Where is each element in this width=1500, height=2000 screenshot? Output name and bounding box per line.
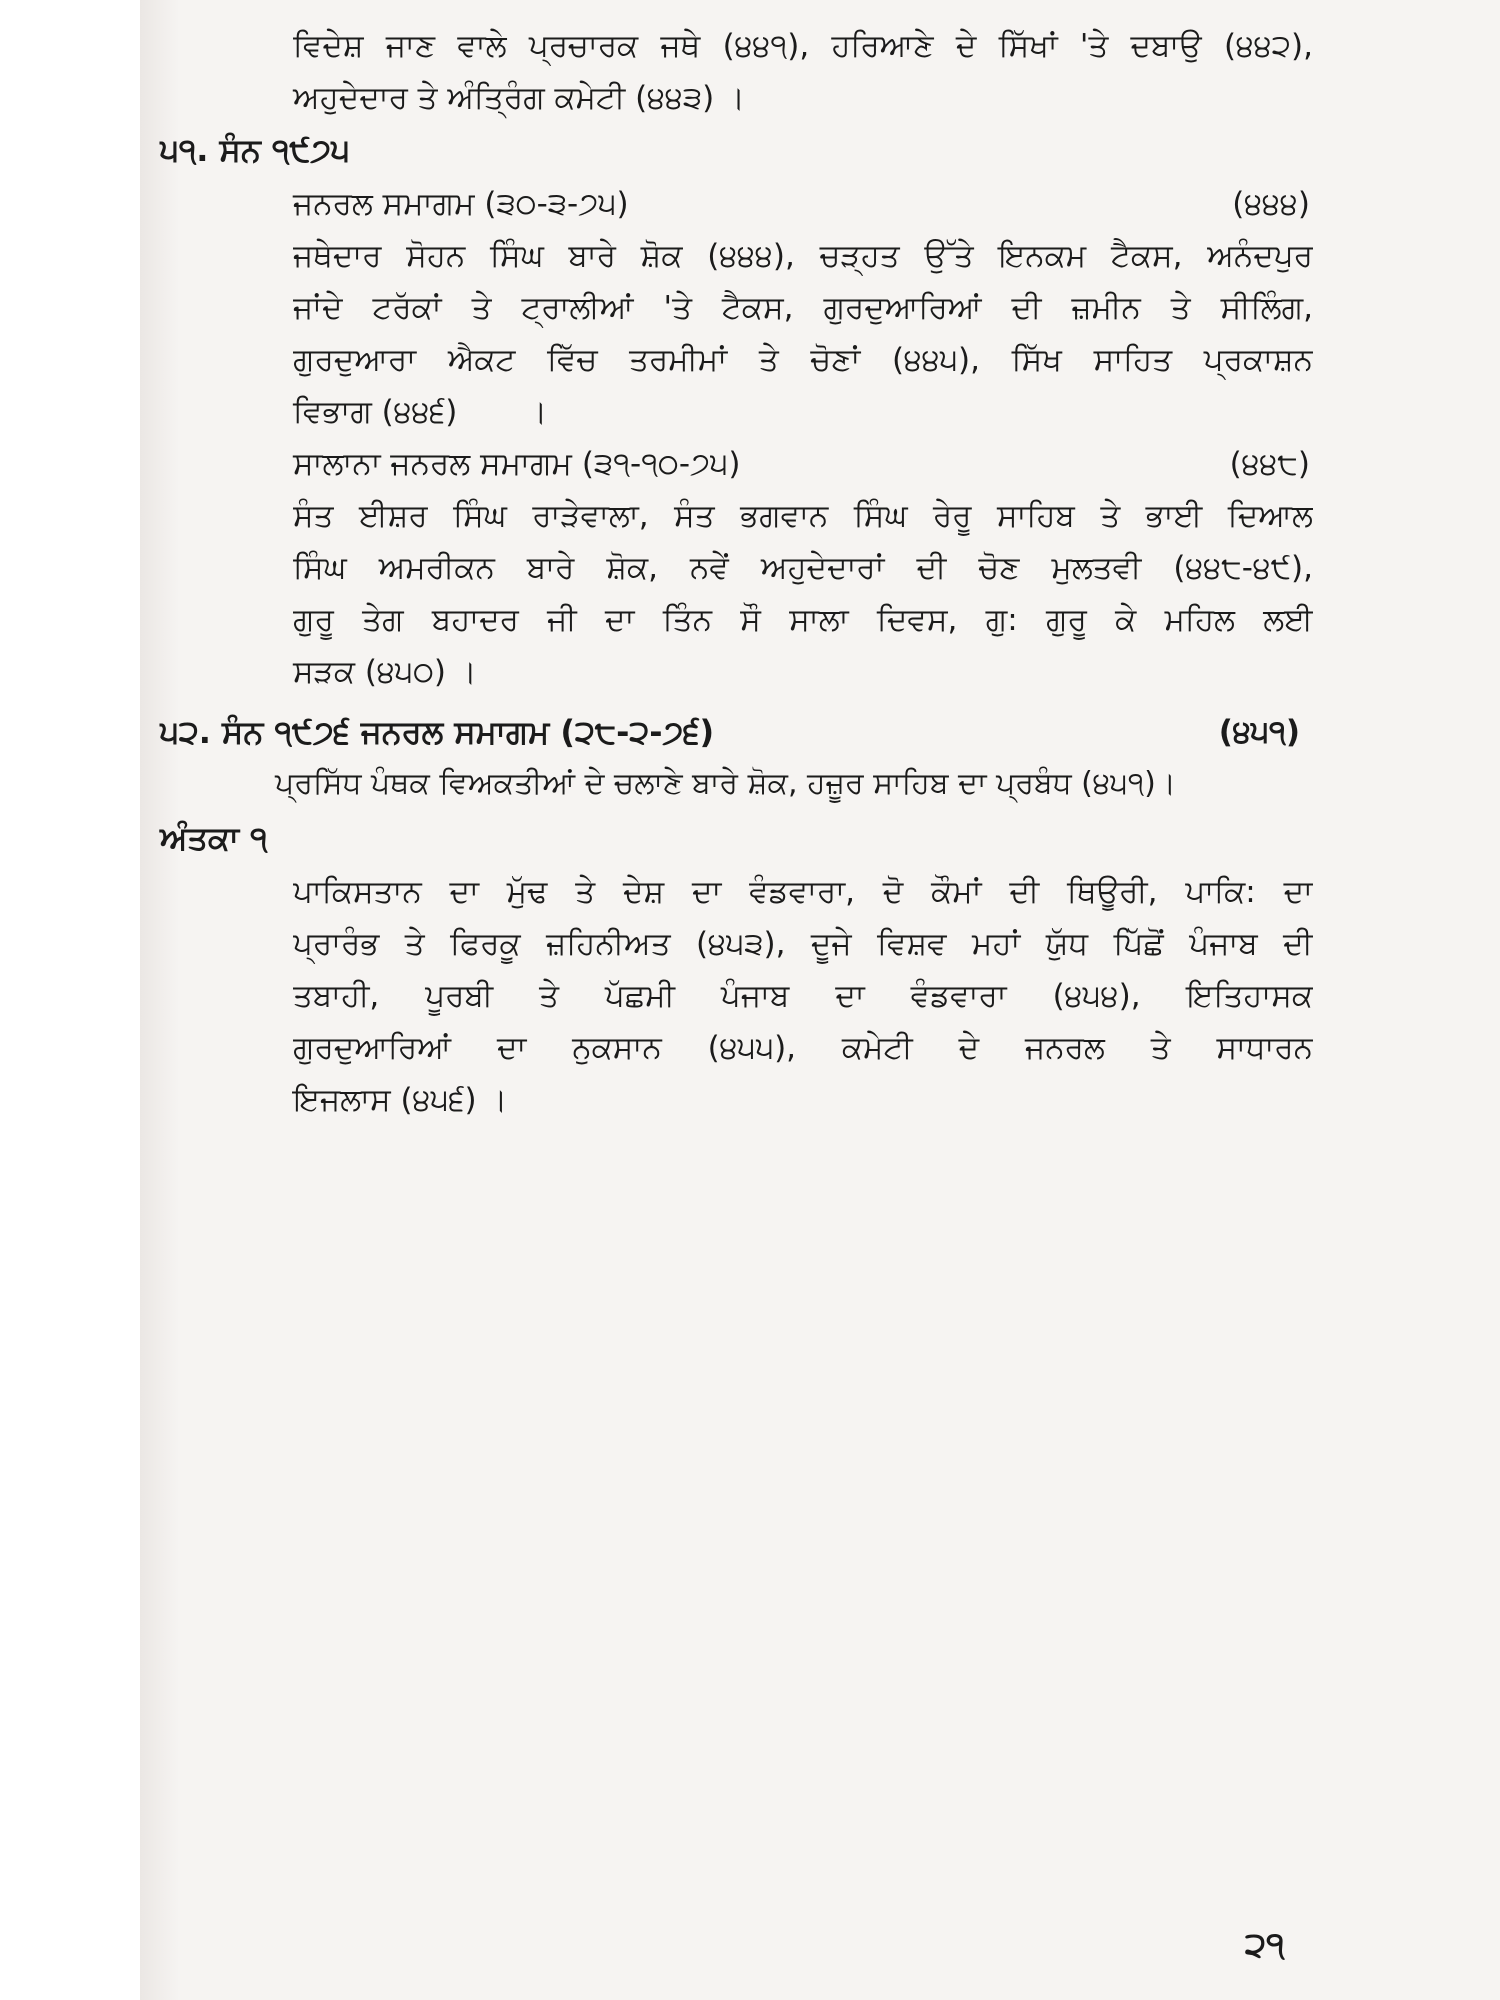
meeting-2-ref: (੪੪੮) [1229,446,1310,482]
section-52-ref: (੪੫੧) [1218,714,1300,750]
meeting-1-title: ਜਨਰਲ ਸਮਾਗਮ (੩੦-੩-੭੫) [293,186,629,222]
intro-line-1: ਵਿਦੇਸ਼ ਜਾਣ ਵਾਲੇ ਪ੍ਰਚਾਰਕ ਜਥੇ (੪੪੧), ਹਰਿਆਣੇ ਦੇ ਸਿੱਖਾਂ 'ਤੇ ਦਬਾਉ (੪੪੨), [293,28,1313,64]
appendix-line-2: ਪ੍ਰਾਰੰਭ ਤੇ ਫਿਰਕੂ ਜ਼ਹਿਨੀਅਤ (੪੫੩), ਦੂਜੇ ਵਿਸ਼ਵ ਮਹਾਂ ਯੁੱਧ ਪਿੱਛੋਂ ਪੰਜਾਬ ਦੀ [293,926,1313,962]
section-52-heading: ੫੨. ਸੰਨ ੧੯੭੬ ਜਨਰਲ ਸਮਾਗਮ (੨੮-੨-੭੬) [160,713,715,751]
section-51-heading: ੫੧. ਸੰਨ ੧੯੭੫ [160,131,350,169]
intro-line-2: ਅਹੁਦੇਦਾਰ ਤੇ ਅੰਤ੍ਰਿੰਗ ਕਮੇਟੀ (੪੪੩) । [293,80,746,116]
meeting-2-line-2: ਸਿੰਘ ਅਮਰੀਕਨ ਬਾਰੇ ਸ਼ੋਕ, ਨਵੇਂ ਅਹੁਦੇਦਾਰਾਂ ਦੀ ਚੋਣ ਮੁਲਤਵੀ (੪੪੮-੪੯), [293,550,1313,586]
appendix-heading: ਅੰਤਕਾ ੧ [160,819,268,857]
appendix-line-1: ਪਾਕਿਸਤਾਨ ਦਾ ਮੁੱਢ ਤੇ ਦੇਸ਼ ਦਾ ਵੰਡਵਾਰਾ, ਦੋ ਕੌਮਾਂ ਦੀ ਥਿਊਰੀ, ਪਾਕਿ: ਦਾ [293,874,1313,910]
page-number: ੨੧ [1245,1925,1285,1965]
meeting-2-line-3: ਗੁਰੂ ਤੇਗ ਬਹਾਦਰ ਜੀ ਦਾ ਤਿੰਨ ਸੌ ਸਾਲਾ ਦਿਵਸ, ਗੁ: ਗੁਰੂ ਕੇ ਮਹਿਲ ਲਈ [293,602,1313,638]
meeting-1-line-4: ਵਿਭਾਗ (੪੪੬) । [293,394,548,430]
meeting-2-title: ਸਾਲਾਨਾ ਜਨਰਲ ਸਮਾਗਮ (੩੧-੧੦-੭੫) [293,446,741,482]
meeting-2-line-1: ਸੰਤ ਈਸ਼ਰ ਸਿੰਘ ਰਾੜੇਵਾਲਾ, ਸੰਤ ਭਗਵਾਨ ਸਿੰਘ ਰੇਰੂ ਸਾਹਿਬ ਤੇ ਭਾਈ ਦਿਆਲ [293,498,1313,534]
meeting-1-ref: (੪੪੪) [1232,186,1310,222]
appendix-line-5: ਇਜਲਾਸ (੪੫੬) । [293,1082,508,1118]
appendix-line-3: ਤਬਾਹੀ, ਪੂਰਬੀ ਤੇ ਪੱਛਮੀ ਪੰਜਾਬ ਦਾ ਵੰਡਵਾਰਾ (੪੫੪), ਇਤਿਹਾਸਕ [293,978,1313,1014]
page-gutter [140,0,180,2000]
meeting-2-line-4: ਸੜਕ (੪੫੦) । [293,654,477,690]
section-52-line-1: ਪ੍ਰਸਿੱਧ ਪੰਥਕ ਵਿਅਕਤੀਆਂ ਦੇ ਚਲਾਣੇ ਬਾਰੇ ਸ਼ੋਕ, ਹਜ਼ੂਰ ਸਾਹਿਬ ਦਾ ਪ੍ਰਬੰਧ (੪੫੧)। [275,766,1177,801]
meeting-1-line-3: ਗੁਰਦੁਆਰਾ ਐਕਟ ਵਿੱਚ ਤਰਮੀਮਾਂ ਤੇ ਚੋਣਾਂ (੪੪੫), ਸਿੱਖ ਸਾਹਿਤ ਪ੍ਰਕਾਸ਼ਨ [293,342,1313,378]
meeting-1-line-1: ਜਥੇਦਾਰ ਸੋਹਨ ਸਿੰਘ ਬਾਰੇ ਸ਼ੋਕ (੪੪੪), ਚੜ੍ਹਤ ਉੱਤੇ ਇਨਕਮ ਟੈਕਸ, ਅਨੰਦਪੁਰ [293,238,1313,274]
appendix-line-4: ਗੁਰਦੁਆਰਿਆਂ ਦਾ ਨੁਕਸਾਨ (੪੫੫), ਕਮੇਟੀ ਦੇ ਜਨਰਲ ਤੇ ਸਾਧਾਰਨ [293,1030,1313,1066]
meeting-1-line-2: ਜਾਂਦੇ ਟਰੱਕਾਂ ਤੇ ਟ੍ਰਾਲੀਆਂ 'ਤੇ ਟੈਕਸ, ਗੁਰਦੁਆਰਿਆਂ ਦੀ ਜ਼ਮੀਨ ਤੇ ਸੀਲਿੰਗ, [293,290,1313,326]
